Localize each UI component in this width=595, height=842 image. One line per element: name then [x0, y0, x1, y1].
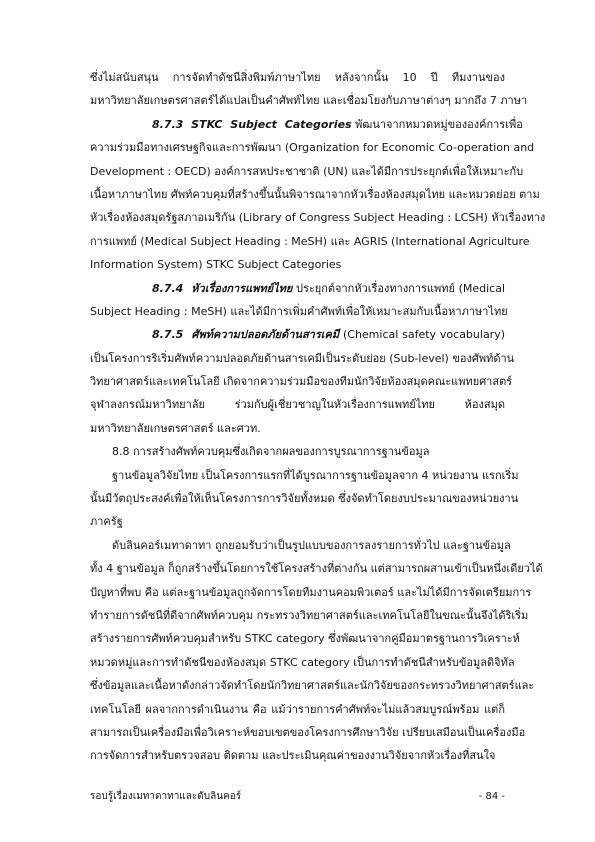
text-line: จุฬาลงกรณ์มหาวิทยาลัย ร่วมกับผู้เชี่ยวชาญในหัวเรื่องการแพทย์ไทย ห้องสมุด [90, 398, 505, 412]
section-heading-text: ประยุกต์จากหัวเรื่องทางการแพทย์ (Medical [295, 281, 506, 295]
footer-title: รอบรู้เรื่องเมทาดาทาและดับลินคอร์ [90, 791, 242, 802]
text-line: ซึ่งไม่สนับสนุน การจัดทำดัชนีสิ่งพิมพ์ภาษาไทย หลังจากนั้น 10 ปี ทีมงานของ [90, 71, 505, 84]
section-heading-label: 8.7.5 ศัพท์ความปลอดภัยด้านสารเคมี [152, 328, 340, 342]
page-number: - 84 - [478, 791, 505, 802]
text-line: เป็นโครงการริเริ่มศัพท์ความปลอดภัยด้านสารเคมีเป็นระดับย่อย (Sub-level) ของศัพท์ด้าน [90, 351, 515, 365]
section-heading-label: 8.7.3 STKC Subject Categories [152, 117, 352, 131]
text-line: ความร่วมมือทางเศรษฐกิจและการพัฒนา (Organization for Economic Co-operation and [90, 141, 535, 155]
text-line: มหาวิทยาลัยเกษตรศาสตร์ได้แปลเป็นคำศัพท์ไทย และเชื่อมโยงกับภาษาต่างๆ มากถึง 7 ภาษา [90, 94, 528, 108]
section-heading-8-7-4 [90, 277, 505, 300]
text-line: หัวเรื่องห้องสมุดรัฐสภาอเมริกัน (Library of Congress Subject Heading : LCSH) หัวเรื่องทาง [90, 211, 546, 225]
text-line: ทำรายการดัชนีที่ดีจากศัพท์ควบคุม กระทรวงวิทยาศาสตร์และเทคโนโลยีในขณะนั้นจึงได้ริเริ่ม [90, 608, 529, 622]
text-line: Development : OECD) องค์การสหประชาชาติ (UN) และได้มีการประยุกต์เพื่อให้เหมาะกับ [90, 164, 524, 178]
text-line: เทคโนโลยี ผลจากการดำเนินงาน คือ แม้ว่ารายการคำศัพท์จะไม่แล้วสมบูรณ์พร้อม แต่ก็ [90, 702, 505, 716]
section-heading-8-7-3 [90, 113, 523, 136]
text-line: ซึ่งข้อมูลและเนื้อหาดังกล่าวจัดทำโดยนักวิทยาศาสตร์และนักวิจัยของกระทรวงวิทยาศาสตร์และ [90, 679, 535, 693]
text-line: มหาวิทยาลัยเกษตรศาสตร์ และศวท. [90, 421, 261, 435]
text-line: สร้างรายการศัพท์ควบคุมสำหรับ STKC category ซึ่งพัฒนาจากคู่มือมาตรฐานการวิเคราะห์ [90, 632, 520, 646]
text-line: Subject Heading : MeSH) และได้มีการเพิ่มคำศัพท์เพื่อให้เหมาะสมกับเนื้อหาภาษาไทย [90, 304, 508, 318]
page-footer [90, 789, 505, 805]
text-line: ภาครัฐ [90, 515, 123, 529]
text-line: การจัดการสำหรับตรวจสอบ ติดตาม และประเมินคุณค่าของงานวิจัยจากหัวเรื่องที่สนใจ [90, 749, 496, 763]
section-heading-text: พัฒนาจากหมวดหมู่ขององค์การเพื่อ [355, 117, 523, 131]
section-heading-label: 8.7.4 หัวเรื่องการแพทย์ไทย [152, 281, 293, 295]
text-line: สามารถเป็นเครื่องมือเพื่อวิเคราะห์ขอบเขตของโครงการศึกษาวิจัย เปรียบเสมือนเป็นเครื่องมือ [90, 725, 526, 739]
text-line: ปัญหาที่พบ คือ แต่ละฐานข้อมูลถูกจัดการโดยทีมงานคอมพิวเตอร์ และไม่ได้มีการจัดเตรียมการ [90, 585, 532, 599]
text-line: วิทยาศาสตร์และเทคโนโลยี เกิดจากความร่วมมือของทีมนักวิจัยห้องสมุดคณะแพทยศาสตร์ [90, 375, 513, 389]
text-line: การแพทย์ (Medical Subject Heading : MeSH) และ AGRIS (International Agriculture [90, 234, 530, 248]
text-line: ทั้ง 4 ฐานข้อมูล ก็ถูกสร้างขึ้นโดยการใช้โครงสร้างที่ต่างกัน แต่สามารถผสานเข้าเป็นหนึ่งเดียวได้ [90, 562, 543, 576]
section-heading-text: (Chemical safety vocabulary) [342, 328, 506, 342]
text-line: นั้นมีวัตถุประสงค์เพื่อให้เห็นโครงการการวิจัยทั้งหมด ซึ่งจัดทำโดยงบประมาณของหน่วยงาน [90, 492, 519, 506]
section-heading-8-7-5 [90, 323, 505, 346]
text-line: หมวดหมู่และการทำดัชนีของห้องสมุด STKC category เป็นการทำดัชนีสำหรับข้อมูลดิจิทัล [90, 655, 515, 669]
page-body [90, 66, 546, 768]
text-line: เนื้อหาภาษาไทย ศัพท์ควบคุมที่สร้างขึ้นนั้นพิจารณาจากหัวเรื่องห้องสมุดไทย และหมวดย่อย ตาม [90, 187, 540, 201]
text-line: ดับลินคอร์เมทาดาทา ถูกยอมรับว่าเป็นรูปแบบของการลงรายการทั่วไป และฐานข้อมูล [112, 538, 511, 552]
section-heading-8-8: 8.8 การสร้างศัพท์ควบคุมซึ่งเกิดจากผลของการบูรณาการฐานข้อมูล [112, 445, 430, 459]
text-line: Information System) STKC Subject Categories [90, 258, 342, 272]
text-line: ฐานข้อมูลวิจัยไทย เป็นโครงการแรกที่ได้บูรณาการฐานข้อมูลจาก 4 หน่วยงาน แรกเริ่ม [112, 468, 519, 482]
